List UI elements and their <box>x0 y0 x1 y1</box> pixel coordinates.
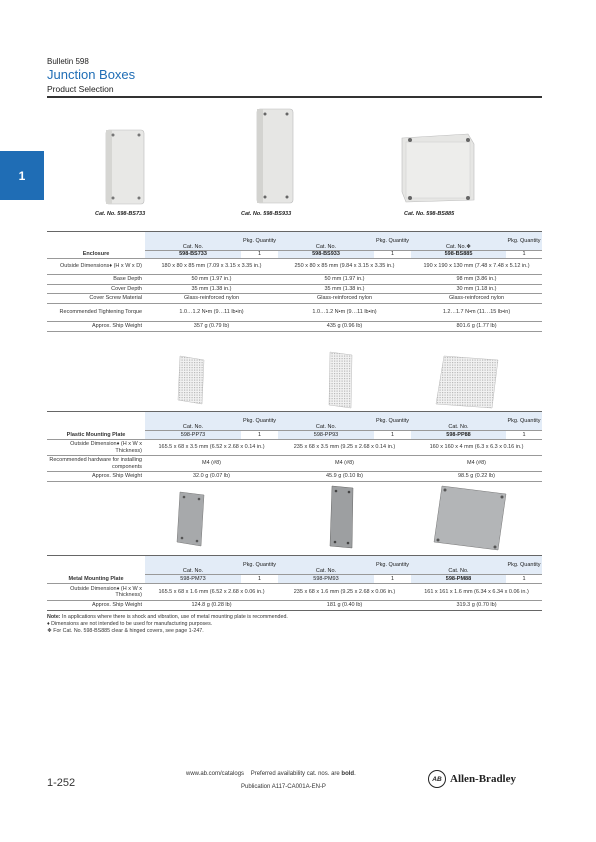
caption-bs885: Cat. No. 598-BS885 <box>404 211 455 217</box>
row-label: Recommended Tightening Torque <box>47 303 145 321</box>
cat-no: 598-PM88 <box>411 575 506 584</box>
plastic-plate-pp88-image <box>434 354 502 410</box>
col-pkg: Pkg. Quantity <box>241 412 278 431</box>
col-catno: Cat. No. <box>145 556 241 575</box>
cell-value: 98.5 g (0.22 lb) <box>411 472 542 482</box>
row-label: Approx. Ship Weight <box>47 472 145 482</box>
col-catno: Cat. No. <box>278 556 374 575</box>
note-label: Note: <box>47 614 61 620</box>
cell-value: 165.5 x 68 x 1.6 mm (6.52 x 2.68 x 0.06 in.) <box>145 584 278 601</box>
cat-no: 598-BS733 <box>145 251 241 259</box>
cat-no: 598-PM93 <box>278 575 374 584</box>
metal-heading: Metal Mounting Plate <box>68 575 124 582</box>
cell-value: 250 x 80 x 85 mm (9.84 x 3.15 x 3.35 in.) <box>278 259 411 275</box>
cell-value: 35 mm (1.38 in.) <box>278 284 411 294</box>
cat-no: 598-PP73 <box>145 431 241 440</box>
footnote-dimensions: ♦ Dimensions are not intended to be used for manufacturing purposes. <box>47 621 213 627</box>
row-label: Outside Dimension♦ (H x W x Thickness) <box>47 584 145 601</box>
cell-value: M4 (#8) <box>411 456 542 472</box>
metal-section-label <box>47 556 145 584</box>
cell-value: 181 g (0.40 lb) <box>278 601 411 611</box>
pkg-qty: 1 <box>374 431 411 440</box>
note-line <box>47 614 288 621</box>
caption-bs933: Cat. No. 598-BS933 <box>241 211 292 217</box>
cell-value: 801.6 g (1.77 lb) <box>411 321 542 331</box>
cat-no: 598-BS933 <box>278 251 374 259</box>
cell-value: Glass-reinforced nylon <box>411 294 542 304</box>
footer-preferred: Preferred availability cat. nos. are <box>250 771 340 777</box>
cell-value: 30 mm (1.18 in.) <box>411 284 542 294</box>
header-rule <box>47 96 542 98</box>
col-catno: Cat. No. <box>145 412 241 431</box>
cell-value: 357 g (0.79 lb) <box>145 321 278 331</box>
cell-value: 35 mm (1.38 in.) <box>145 284 278 294</box>
plastic-plate-pp93-image <box>326 350 356 410</box>
cell-value: 161 x 161 x 1.6 mm (6.34 x 6.34 x 0.06 in.) <box>411 584 542 601</box>
enclosure-section-label <box>47 232 145 259</box>
page-number: 1-252 <box>47 777 76 789</box>
col-catno: Cat. No. <box>411 556 506 575</box>
col-catno: Cat. No. <box>278 412 374 431</box>
col-pkg: Pkg. Quantity <box>506 556 542 575</box>
cell-value: Glass-reinforced nylon <box>278 294 411 304</box>
col-pkg: Pkg. Quantity <box>241 232 278 251</box>
enclosure-table <box>47 231 542 332</box>
col-pkg: Pkg. Quantity <box>374 556 411 575</box>
row-label: Recommended hardware for installing components <box>47 456 145 472</box>
brand-name: Allen-Bradley <box>450 773 516 785</box>
notes-block <box>47 614 288 635</box>
cat-no: 598-BS885 <box>411 251 506 259</box>
metal-plate-pm93-image <box>327 484 357 550</box>
cell-value: 50 mm (1.97 in.) <box>278 275 411 285</box>
col-catno: Cat. No. <box>145 232 241 251</box>
cell-value: M4 (#8) <box>145 456 278 472</box>
pkg-qty: 1 <box>506 575 542 584</box>
cell-value: 190 x 190 x 130 mm (7.48 x 7.48 x 5.12 in.) <box>411 259 542 275</box>
plastic-heading: Plastic Mounting Plate <box>66 431 126 438</box>
enclosure-heading: Enclosure <box>82 250 110 257</box>
cell-value: M4 (#8) <box>278 456 411 472</box>
cell-value: 319.3 g (0.70 lb) <box>411 601 542 611</box>
cell-value: 98 mm (3.86 in.) <box>411 275 542 285</box>
plastic-section-label <box>47 412 145 440</box>
col-catno: Cat. No. <box>411 412 506 431</box>
page-subtitle: Product Selection <box>47 84 114 94</box>
caption-bs733: Cat. No. 598-BS733 <box>95 211 146 217</box>
pkg-qty: 1 <box>506 431 542 440</box>
note-text: In applications where there is shock and vibration, use of metal mounting plate is recommended. <box>62 614 288 620</box>
row-label: Approx. Ship Weight <box>47 601 145 611</box>
bulletin-label: Bulletin 598 <box>47 57 89 66</box>
col-pkg: Pkg. Quantity <box>374 232 411 251</box>
row-label: Base Depth <box>47 275 145 285</box>
cell-value: 1.0…1.2 N•m (9…11 lb•in) <box>145 303 278 321</box>
cell-value: 180 x 80 x 85 mm (7.09 x 3.15 x 3.35 in.) <box>145 259 278 275</box>
footer-preferred-bold: bold <box>341 771 355 777</box>
ab-logo-icon: AB <box>428 770 446 788</box>
pkg-qty: 1 <box>241 251 278 259</box>
enclosure-bs885-image <box>398 128 478 206</box>
cell-value: 160 x 160 x 4 mm (6.3 x 6.3 x 0.16 in.) <box>411 440 542 456</box>
cell-value: 1.2…1.7 N•m (11…15 lb•in) <box>411 303 542 321</box>
cell-value: 45.9 g (0.10 lb) <box>278 472 411 482</box>
cell-value: 435 g (0.96 lb) <box>278 321 411 331</box>
col-catno: Cat. No. <box>278 232 374 251</box>
cat-no: 598-PM73 <box>145 575 241 584</box>
pkg-qty: 1 <box>374 251 411 259</box>
cat-no: 598-PP88 <box>411 431 506 440</box>
publication-number: Publication A117-CA001A-EN-P <box>241 784 326 790</box>
metal-plate-pm73-image <box>174 490 208 548</box>
row-label: Outside Dimension♦ (H x W x Thickness) <box>47 440 145 456</box>
plastic-plate-table <box>47 411 542 482</box>
cell-value: 235 x 68 x 3.5 mm (9.25 x 2.68 x 0.14 in.) <box>278 440 411 456</box>
cell-value: 165.5 x 68 x 3.5 mm (6.52 x 2.68 x 0.14 in.) <box>145 440 278 456</box>
footnote-covers: ❖ For Cat. No. 598-BS885 clear & hinged covers, see page 1-247. <box>47 628 204 634</box>
col-pkg: Pkg. Quantity <box>506 232 542 251</box>
row-label: Outside Dimensions♦ (H x W x D) <box>47 259 145 275</box>
metal-plate-pm88-image <box>432 484 508 552</box>
pkg-qty: 1 <box>506 251 542 259</box>
pkg-qty: 1 <box>241 431 278 440</box>
cell-value: 235 x 68 x 1.6 mm (9.25 x 2.68 x 0.06 in.) <box>278 584 411 601</box>
cat-no: 598-PP93 <box>278 431 374 440</box>
col-pkg: Pkg. Quantity <box>374 412 411 431</box>
col-pkg: Pkg. Quantity <box>241 556 278 575</box>
section-tab: 1 <box>0 151 44 200</box>
col-pkg: Pkg. Quantity <box>506 412 542 431</box>
row-label: Approx. Ship Weight <box>47 321 145 331</box>
page-title: Junction Boxes <box>47 67 136 82</box>
cell-value: 50 mm (1.97 in.) <box>145 275 278 285</box>
cell-value: 1.0…1.2 N•m (9…11 lb•in) <box>278 303 411 321</box>
cell-value: Glass-reinforced nylon <box>145 294 278 304</box>
row-label: Cover Screw Material <box>47 294 145 304</box>
cell-value: 32.0 g (0.07 lb) <box>145 472 278 482</box>
brand-logo <box>428 770 516 788</box>
metal-plate-table <box>47 555 542 611</box>
footer-url[interactable]: www.ab.com/catalogs <box>186 771 245 777</box>
pkg-qty: 1 <box>374 575 411 584</box>
pkg-qty: 1 <box>241 575 278 584</box>
enclosure-bs733-image <box>104 126 148 206</box>
cell-value: 124.8 g (0.28 lb) <box>145 601 278 611</box>
col-catno-marked: Cat. No.❖ <box>411 232 506 251</box>
footer-url-line: www.ab.com/catalogs Preferred availability cat. nos. are bold. <box>186 771 356 777</box>
enclosure-bs933-image <box>255 106 297 206</box>
row-label: Cover Depth <box>47 284 145 294</box>
plastic-plate-pp73-image <box>176 354 208 406</box>
